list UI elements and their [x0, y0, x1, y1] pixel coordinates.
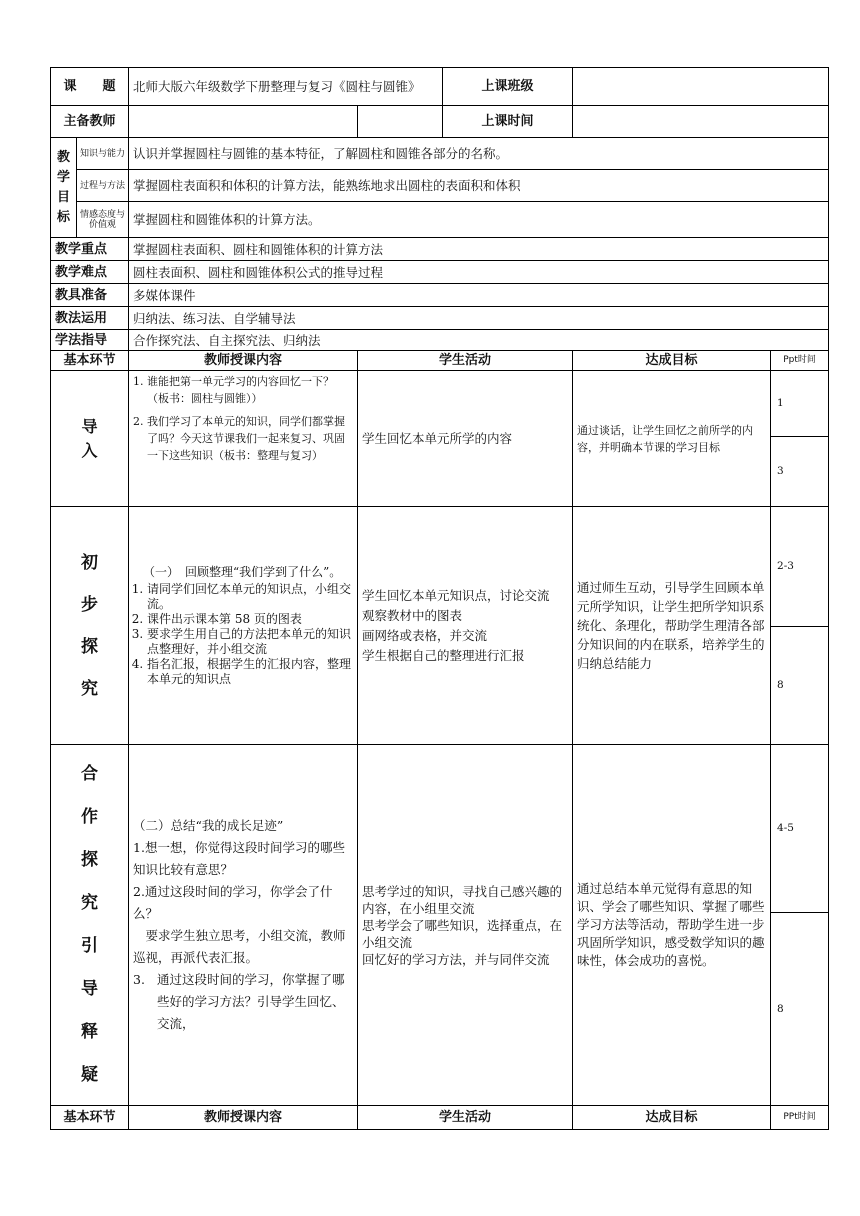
info-value: 多媒体课件 [129, 284, 829, 307]
stage-char: 作 [81, 807, 98, 827]
lesson-plan-table [50, 67, 829, 1130]
col-student: 学生活动 [358, 1106, 573, 1130]
coop-teacher [129, 745, 358, 1106]
goal-text: 掌握圆柱和圆锥体积的计算方法。 [129, 202, 829, 238]
intro-ppt: 1 [771, 371, 829, 437]
coop-heading: （二）总结“我的成长足迹” [133, 818, 284, 833]
col-ppt: PPt时间 [771, 1106, 829, 1130]
stage-char: 导 [81, 416, 98, 436]
intro-student: 学生回忆本单元所学的内容 [358, 371, 573, 507]
stage-char: 疑 [81, 1065, 98, 1085]
item-number: 3. [133, 972, 145, 987]
student-line: 回忆好的学习方法，并与同伴交流 [362, 951, 550, 967]
explore-goal: 通过师生互动，引导学生回顾本单元所学知识，让学生把所学知识系统化、条理化，帮助学生理清各部分知识间的内在联系，培养学生的归纳总结能力 [573, 507, 771, 745]
explore-row-a [51, 507, 829, 627]
goal-sub-label: 过程与方法 [77, 170, 129, 202]
time-value [573, 106, 829, 138]
lead-teacher-value [129, 106, 358, 138]
info-row [51, 238, 829, 261]
list-item: 1. 请同学们回忆本单元的知识点，小组交流。 [147, 582, 353, 612]
col-ppt: Ppt时间 [771, 351, 829, 371]
info-label: 教法运用 [51, 307, 129, 330]
stage-char: 步 [81, 594, 98, 615]
col-stage: 基本环节 [51, 351, 129, 371]
class-label: 上课班级 [443, 68, 573, 106]
student-line: 观察教材中的图表 [362, 607, 463, 623]
goal-text: 掌握圆柱表面积和体积的计算方法，能熟练地求出圆柱的表面积和体积 [129, 170, 829, 202]
explore-ppt: 2-3 [771, 507, 829, 627]
goal-sub-label: 情感态度与价值观 [77, 202, 129, 238]
student-line: 思考学会了哪些知识，选择重点，在小组交流 [362, 917, 563, 950]
coop-student [358, 745, 573, 1106]
time-label: 上课时间 [443, 106, 573, 138]
goals-label [51, 138, 77, 238]
coop-ppt: 4-5 [771, 745, 829, 913]
col-goal: 达成目标 [573, 1106, 771, 1130]
header-row-topic [51, 68, 829, 106]
coop-stage [51, 745, 129, 1106]
teacher-line: 2.通过这段时间的学习，你学会了什么？ [133, 884, 333, 921]
goals-label-char: 目 [56, 189, 70, 205]
info-value: 归纳法、练习法、自学辅导法 [129, 307, 829, 330]
intro-row-a [51, 371, 829, 437]
info-row [51, 307, 829, 330]
stage-char: 合 [81, 764, 98, 784]
teacher-item-3 [133, 969, 353, 1035]
info-row [51, 330, 829, 351]
stage-char: 探 [81, 850, 98, 870]
intro-teacher [129, 371, 358, 507]
student-line: 思考学过的知识，寻找自己感兴趣的内容，在小组里交流 [362, 883, 563, 916]
lead-teacher-label: 主备教师 [51, 106, 129, 138]
list-item: 1. 谁能把第一单元学习的内容回忆一下？（板书：圆柱与圆锥）） [147, 373, 353, 407]
explore-heading: （一） 回顾整理“我们学到了什么”。 [143, 564, 342, 579]
coop-row-a [51, 745, 829, 913]
goals-label-char: 标 [56, 209, 70, 225]
explore-student [358, 507, 573, 745]
explore-ppt: 8 [771, 627, 829, 745]
col-teacher: 教师授课内容 [129, 351, 358, 371]
teacher-line: 1.想一想，你觉得这段时间学习的哪些知识比较有意思？ [133, 840, 345, 877]
column-header-row [51, 351, 829, 371]
topic-label: 课 题 [51, 68, 129, 106]
intro-goal: 通过谈话，让学生回忆之前所学的内容，并明确本节课的学习目标 [573, 371, 771, 507]
info-row [51, 261, 829, 284]
student-line: 学生根据自己的整理进行汇报 [362, 647, 525, 663]
student-line: 学生回忆本单元知识点，讨论交流 [362, 587, 550, 603]
intro-stage [51, 371, 129, 507]
list-item: 2. 我们学习了本单元的知识，同学们都掌握了吗？今天这节课我们一起来复习、巩固一下这些知识（板书：整理与复习） [147, 413, 353, 464]
goal-row-process [51, 170, 829, 202]
goals-label-char: 教 [56, 149, 70, 165]
goals-label-char: 学 [56, 169, 70, 185]
coop-ppt: 8 [771, 913, 829, 1106]
goal-row-emotion [51, 202, 829, 238]
assistant-teacher-value [358, 106, 443, 138]
info-label: 教学重点 [51, 238, 129, 261]
stage-char: 究 [81, 678, 98, 699]
info-label: 教具准备 [51, 284, 129, 307]
intro-ppt: 3 [771, 437, 829, 507]
col-teacher: 教师授课内容 [129, 1106, 358, 1130]
stage-char: 初 [81, 552, 98, 573]
list-item: 4. 指名汇报，根据学生的汇报内容，整理本单元的知识点 [147, 657, 353, 687]
stage-char: 究 [81, 893, 98, 913]
class-value [573, 68, 829, 106]
explore-stage [51, 507, 129, 745]
goal-sub-label: 知识与能力 [77, 138, 129, 170]
info-value: 圆柱表面积、圆柱和圆锥体积公式的推导过程 [129, 261, 829, 284]
info-label: 学法指导 [51, 330, 129, 351]
list-item: 2. 课件出示课本第 58 页的图表 [147, 612, 353, 627]
col-student: 学生活动 [358, 351, 573, 371]
goal-text: 认识并掌握圆柱与圆锥的基本特征，了解圆柱和圆锥各部分的名称。 [129, 138, 829, 170]
stage-char: 入 [81, 440, 98, 460]
col-stage: 基本环节 [51, 1106, 129, 1130]
stage-char: 释 [81, 1022, 98, 1042]
explore-teacher [129, 507, 358, 745]
stage-char: 探 [81, 636, 98, 657]
stage-char: 导 [81, 979, 98, 999]
footer-header-row [51, 1106, 829, 1130]
info-row [51, 284, 829, 307]
info-value: 合作探究法、自主探究法、归纳法 [129, 330, 829, 351]
lesson-plan [50, 67, 828, 1130]
coop-goal: 通过总结本单元觉得有意思的知识、学会了哪些知识、掌握了哪些学习方法等活动，帮助学生进一步巩固所学知识，感受数学知识的趣味性，体会成功的喜悦。 [573, 745, 771, 1106]
student-line: 画网络或表格，并交流 [362, 627, 488, 643]
goal-row-knowledge [51, 138, 829, 170]
col-goal: 达成目标 [573, 351, 771, 371]
item-text: 通过这段时间的学习，你掌握了哪些好的学习方法？引导学生回忆、交流， [157, 972, 345, 1031]
teacher-line: 要求学生独立思考，小组交流，教师巡视，再派代表汇报。 [133, 928, 346, 965]
info-value: 掌握圆柱表面积、圆柱和圆锥体积的计算方法 [129, 238, 829, 261]
topic-value: 北师大版六年级数学下册整理与复习《圆柱与圆锥》 [129, 68, 443, 106]
list-item: 3. 要求学生用自己的方法把本单元的知识点整理好，并小组交流 [147, 627, 353, 657]
header-row-teachers [51, 106, 829, 138]
stage-char: 引 [81, 936, 98, 956]
info-label: 教学难点 [51, 261, 129, 284]
